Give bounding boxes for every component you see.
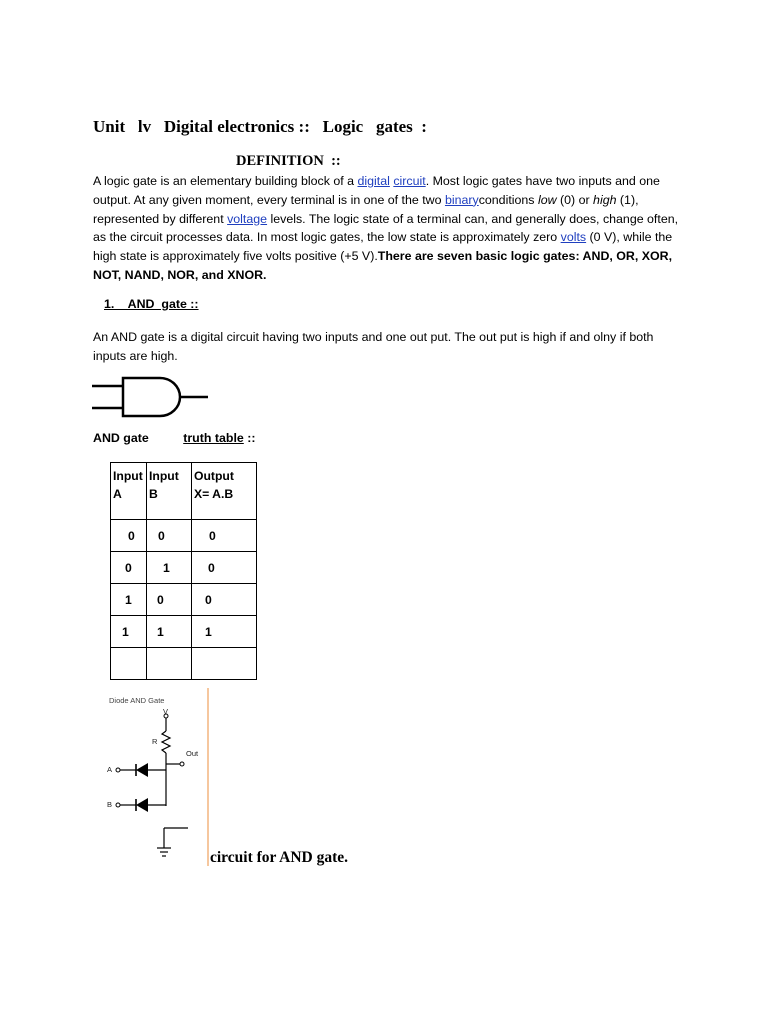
label-a: A (107, 765, 113, 774)
table-header-row (111, 463, 257, 520)
truth-table-title: truth table (183, 431, 244, 445)
table-cell: 1 (147, 552, 192, 584)
link-binary[interactable]: binary (444, 192, 479, 207)
and-gate-description: An AND gate is a digital circuit having two inputs and one out put. The out put is high if and olny if both inputs are high. (93, 330, 654, 363)
table-cell: 0 (192, 584, 257, 616)
table-cell: 0 (147, 584, 192, 616)
gate-list: There are seven basic logic gates: AND, OR, XOR, NOT, NAND, NOR, and XNOR. (93, 249, 673, 282)
table-cell: 0 (192, 552, 257, 584)
header-line: B (149, 487, 158, 501)
truth-table (110, 462, 257, 680)
table-cell (147, 648, 192, 680)
header-line: Output (194, 469, 234, 483)
table-cell: 0 (111, 520, 147, 552)
table-cell: 0 (147, 520, 192, 552)
header-line: A (113, 487, 122, 501)
and-gate-label: AND gate (93, 431, 149, 445)
table-cell (192, 648, 257, 680)
diode-and-gate-title: Diode AND Gate (109, 696, 165, 705)
diode-and-gate-schematic (104, 704, 208, 864)
header-output (192, 463, 257, 520)
and-gate-heading: 1. AND gate :: (104, 297, 199, 311)
table-row (111, 552, 257, 584)
table-cell: 1 (111, 616, 147, 648)
truth-table-label (93, 431, 255, 445)
table-cell: 1 (147, 616, 192, 648)
truth-table-suffix: :: (243, 431, 256, 445)
orange-divider (207, 688, 209, 866)
label-v: V (163, 707, 169, 716)
definition-text: (0) or (556, 192, 594, 207)
table-cell: 0 (111, 552, 147, 584)
term-low: low (537, 192, 557, 207)
term-high: high (593, 192, 617, 207)
header-input-a (111, 463, 147, 520)
header-line: X= A.B (194, 487, 234, 501)
header-line: Input (149, 469, 179, 483)
definition-text: A logic gate is an elementary building block of a (93, 174, 358, 188)
definition-text: . Most logic gates have two inputs and one output. At any given moment, every terminal is in one of the two (93, 174, 660, 207)
link-digital[interactable]: digital (357, 174, 390, 188)
label-out: Out (186, 749, 199, 758)
table-row (111, 616, 257, 648)
definition-text: (0 V), while the high state is approximately five volts positive (+5 V). (93, 230, 673, 264)
table-row (111, 648, 257, 680)
table-cell (111, 648, 147, 680)
header-line: Input (113, 469, 143, 483)
link-circuit[interactable]: circuit (393, 174, 426, 188)
table-cell: 1 (192, 616, 257, 648)
label-b: B (107, 800, 113, 809)
definition-text: levels. The logic state of a terminal can, and generally does, change often, as the circuit processes data. In most logic gates, the low state is approximately zero (93, 211, 679, 245)
table-cell: 0 (192, 520, 257, 552)
table-row (111, 520, 257, 552)
and-gate-symbol (90, 372, 215, 422)
definition-paragraph (93, 172, 683, 285)
label-r: R (152, 737, 158, 746)
page-title: Unit lv Digital electronics :: Logic gates : (93, 117, 427, 136)
definition-text: conditions (478, 192, 538, 207)
table-cell: 1 (111, 584, 147, 616)
circuit-caption: circuit for AND gate. (210, 849, 349, 866)
definition-text: (1), represented by different (93, 192, 639, 226)
table-row (111, 584, 257, 616)
header-input-b (147, 463, 192, 520)
link-voltage[interactable]: voltage (227, 211, 268, 226)
definition-heading: DEFINITION :: (236, 153, 341, 169)
link-volts[interactable]: volts (560, 230, 587, 245)
